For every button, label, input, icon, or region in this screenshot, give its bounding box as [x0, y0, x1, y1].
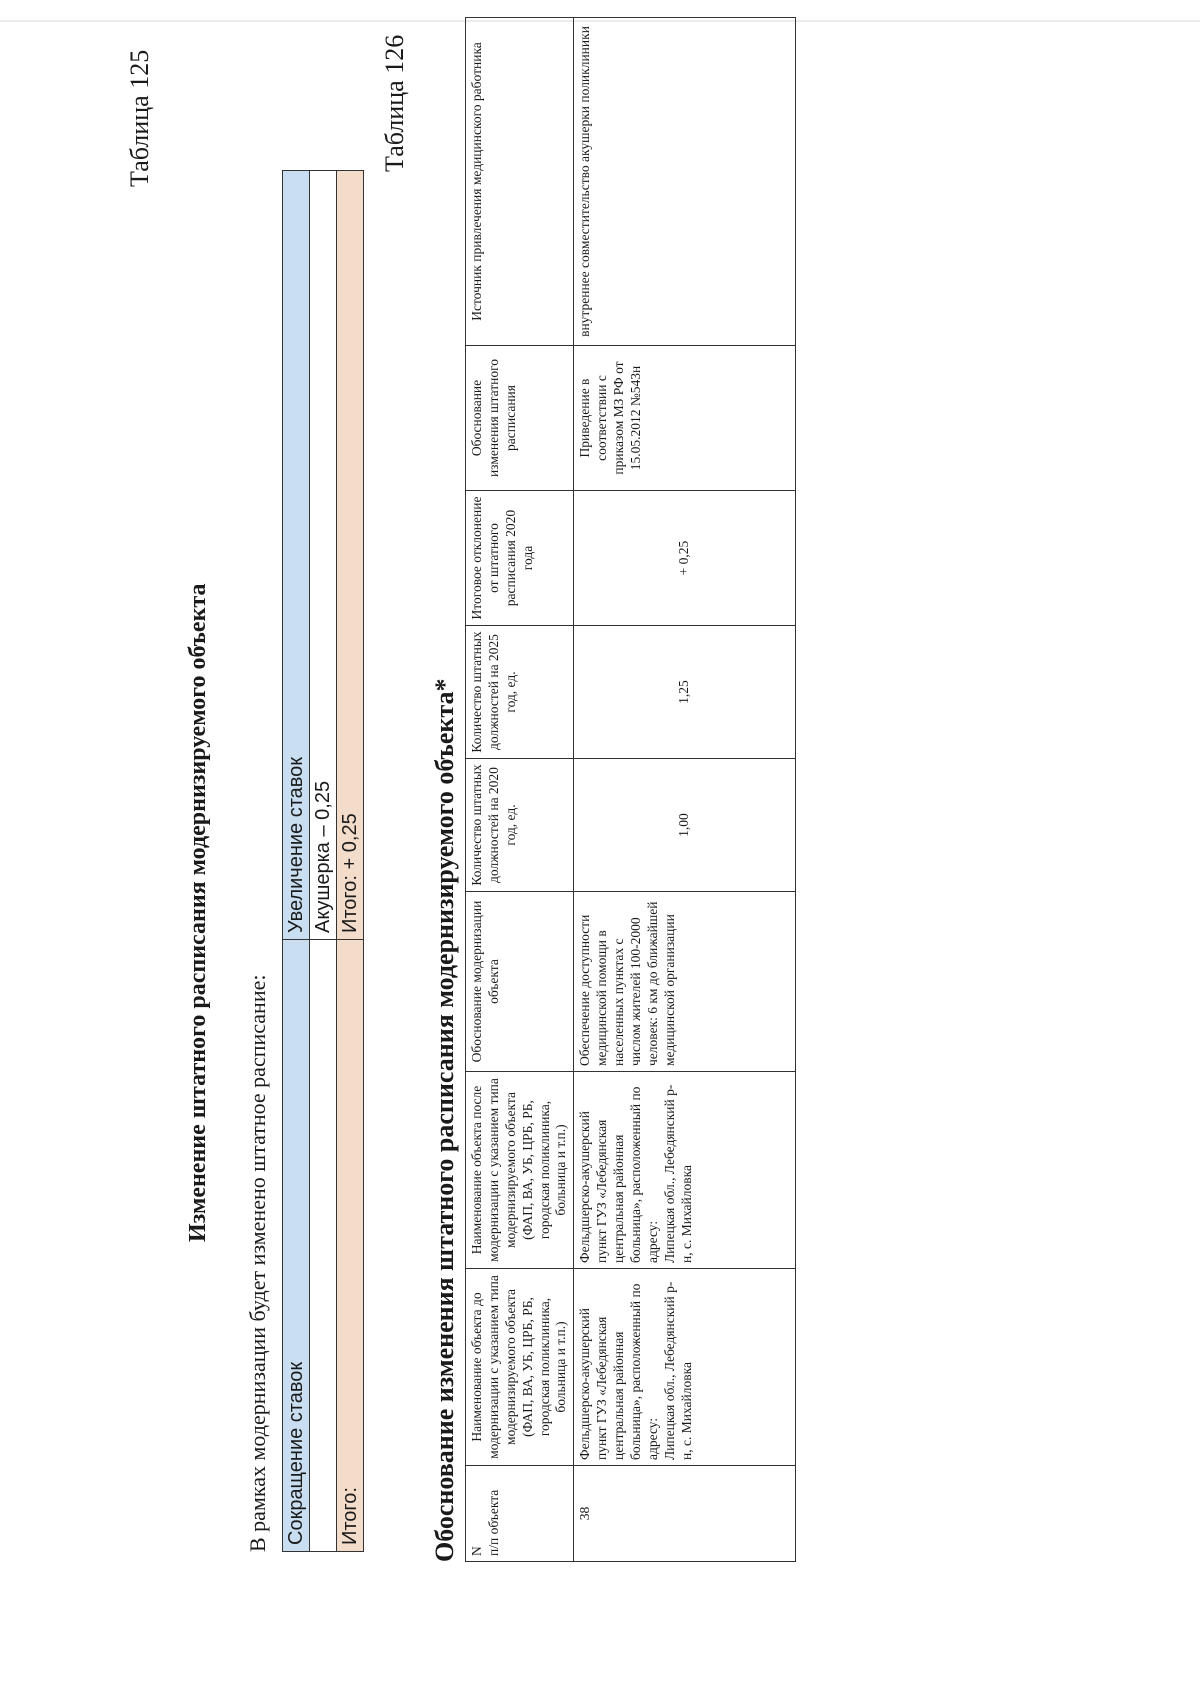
- table-126-label: Таблица 126: [380, 34, 409, 172]
- cell-num: 38: [574, 1466, 796, 1562]
- intro-text: В рамках модернизации будет изменено штатное расписание:: [245, 974, 270, 1552]
- table-126-header-row: [466, 18, 574, 1562]
- cell-reduction: [310, 940, 337, 1552]
- table-125-total-row: [337, 171, 364, 1552]
- cell-justification: Обеспечение доступности медицинской помощи в населенных пунктах с числом жителей 100-2000 человек: 6 км до ближайшей медицинской организации: [574, 892, 796, 1072]
- header-name-after: Наименование объекта после модернизации с указанием типа модернизируемого объекта (ФАП, ВА, УБ, ЦРБ, РБ, городская поликлиника, больница и т.п.): [466, 1072, 574, 1269]
- table-125: [282, 170, 364, 1552]
- total-reduction: Итого:: [337, 940, 364, 1552]
- header-deviation: Итоговое отклонение от штатного расписания 2020 года: [466, 491, 574, 626]
- header-reduction: Сокращение ставок: [283, 940, 310, 1552]
- table-126: [465, 17, 796, 1562]
- header-source: Источник привлечения медицинского работника: [466, 18, 574, 346]
- table-125-data-row: [310, 171, 337, 1552]
- section-title-justification: Обоснование изменения штатного расписания модернизируемого объекта*: [430, 678, 459, 1562]
- header-justification: Обоснование модернизации объекта: [466, 892, 574, 1072]
- table-125-label: Таблица 125: [125, 49, 154, 187]
- cell-name-before: Фельдшерско-акушерский пункт ГУЗ «Лебедянская центральная районная больница», расположенный по адресу: Липецкая обл., Лебедянский р-н, с. Михайловка: [574, 1269, 796, 1466]
- cell-count-2025: 1,25: [574, 626, 796, 759]
- header-count-2025: Количество штатных должностей на 2025 год, ед.: [466, 626, 574, 759]
- cell-deviation: + 0,25: [574, 491, 796, 626]
- header-increase: Увеличение ставок: [283, 171, 310, 940]
- table-row: [574, 18, 796, 1562]
- cell-name-after: Фельдшерско-акушерский пункт ГУЗ «Лебедянская центральная районная больница», расположенный по адресу: Липецкая обл., Лебедянский р-н, с. Михайловка: [574, 1072, 796, 1269]
- header-name-before: Наименование объекта до модернизации с указанием типа модернизируемого объекта (ФАП, ВА, УБ, ЦРБ, РБ, городская поликлиника, больница и т.п.): [466, 1269, 574, 1466]
- cell-count-2020: 1,00: [574, 759, 796, 892]
- cell-change-basis: Приведение в соответствии с приказом МЗ РФ от 15.05.2012 №543н: [574, 346, 796, 491]
- section-title-staff-change: Изменение штатного расписания модернизируемого объекта: [185, 583, 211, 1242]
- header-count-2020: Количество штатных должностей на 2020 год, ед.: [466, 759, 574, 892]
- header-num: N п/п объекта: [466, 1466, 574, 1562]
- cell-increase: Акушерка – 0,25: [310, 171, 337, 940]
- total-increase: Итого: + 0,25: [337, 171, 364, 940]
- cell-source: внутреннее совместительство акушерки поликлиники: [574, 18, 796, 346]
- header-change-basis: Обоснование изменения штатного расписания: [466, 346, 574, 491]
- table-125-header-row: [283, 171, 310, 1552]
